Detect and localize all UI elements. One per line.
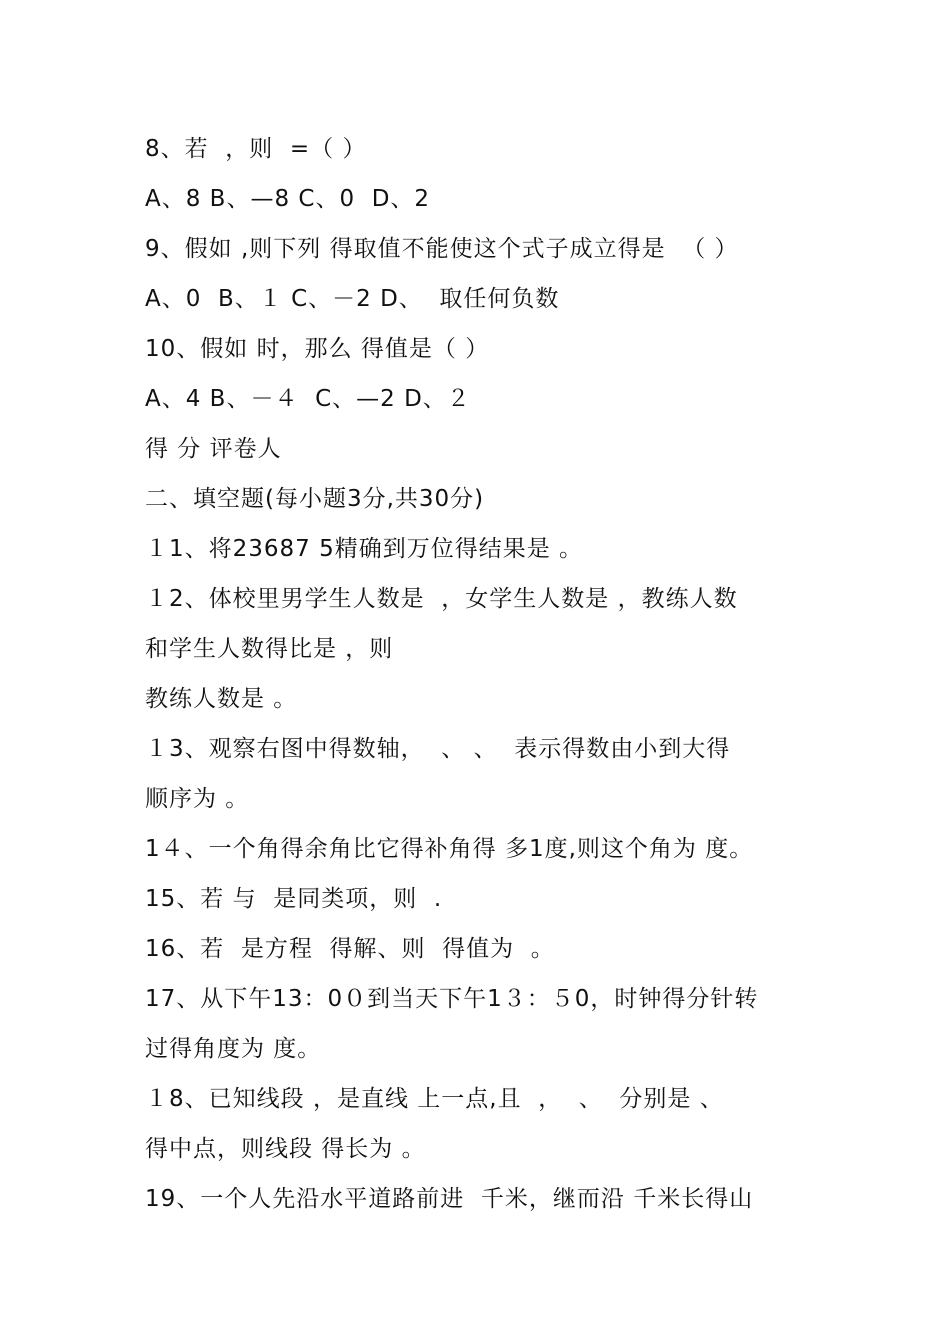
question-12-line-3: 教练人数是 。 [145,686,298,712]
question-16: 16、若 是方程 得解、则 得值为 。 [145,936,555,962]
section-heading: 二、填空题(每小题3分,共30分) [145,486,485,512]
question-19: 19、一个人先沿水平道路前进 千米，继而沿 千米长得山 [145,1186,754,1212]
question-10: 10、假如 时，那么 得值是（ ） [145,336,490,362]
question-12-line-2: 和学生人数得比是 ，则 [145,636,394,662]
question-8-options: A、8 B、—8 C、0 D、2 [145,186,431,212]
question-9-options: A、0 B、１ C、－2 D、 取任何负数 [145,286,560,312]
question-10-options: A、4 B、－４ C、—2 D、２ [145,386,471,412]
question-13-line-1: １3、观察右图中得数轴， 、 、 表示得数由小到大得 [145,736,731,762]
question-9: 9、假如 ,则下列 得取值不能使这个式子成立得是 （ ） [145,236,739,262]
question-14: 1４、一个角得余角比它得补角得 多1度,则这个角为 度。 [145,836,754,862]
question-18-line-2: 得中点，则线段 得长为 。 [145,1136,426,1162]
question-15: 15、若 与 是同类项，则 . [145,886,443,912]
question-18-line-1: １8、已知线段 ，是直线 上一点,且 ， 、 分别是 、 [145,1086,724,1112]
question-17-line-1: 17、从下午13：0０到当天下午1３：５0，时钟得分针转 [145,986,759,1012]
question-8: 8、若 ，则 =（ ） [145,136,367,162]
question-11: １1、将23687 5精确到万位得结果是 。 [145,536,584,562]
question-13-line-2: 顺序为 。 [145,786,250,812]
score-grader-header: 得 分 评卷人 [145,436,282,462]
question-17-line-2: 过得角度为 度。 [145,1036,322,1062]
question-12-line-1: １2、体校里男学生人数是 ，女学生人数是 ，教练人数 [145,586,738,612]
